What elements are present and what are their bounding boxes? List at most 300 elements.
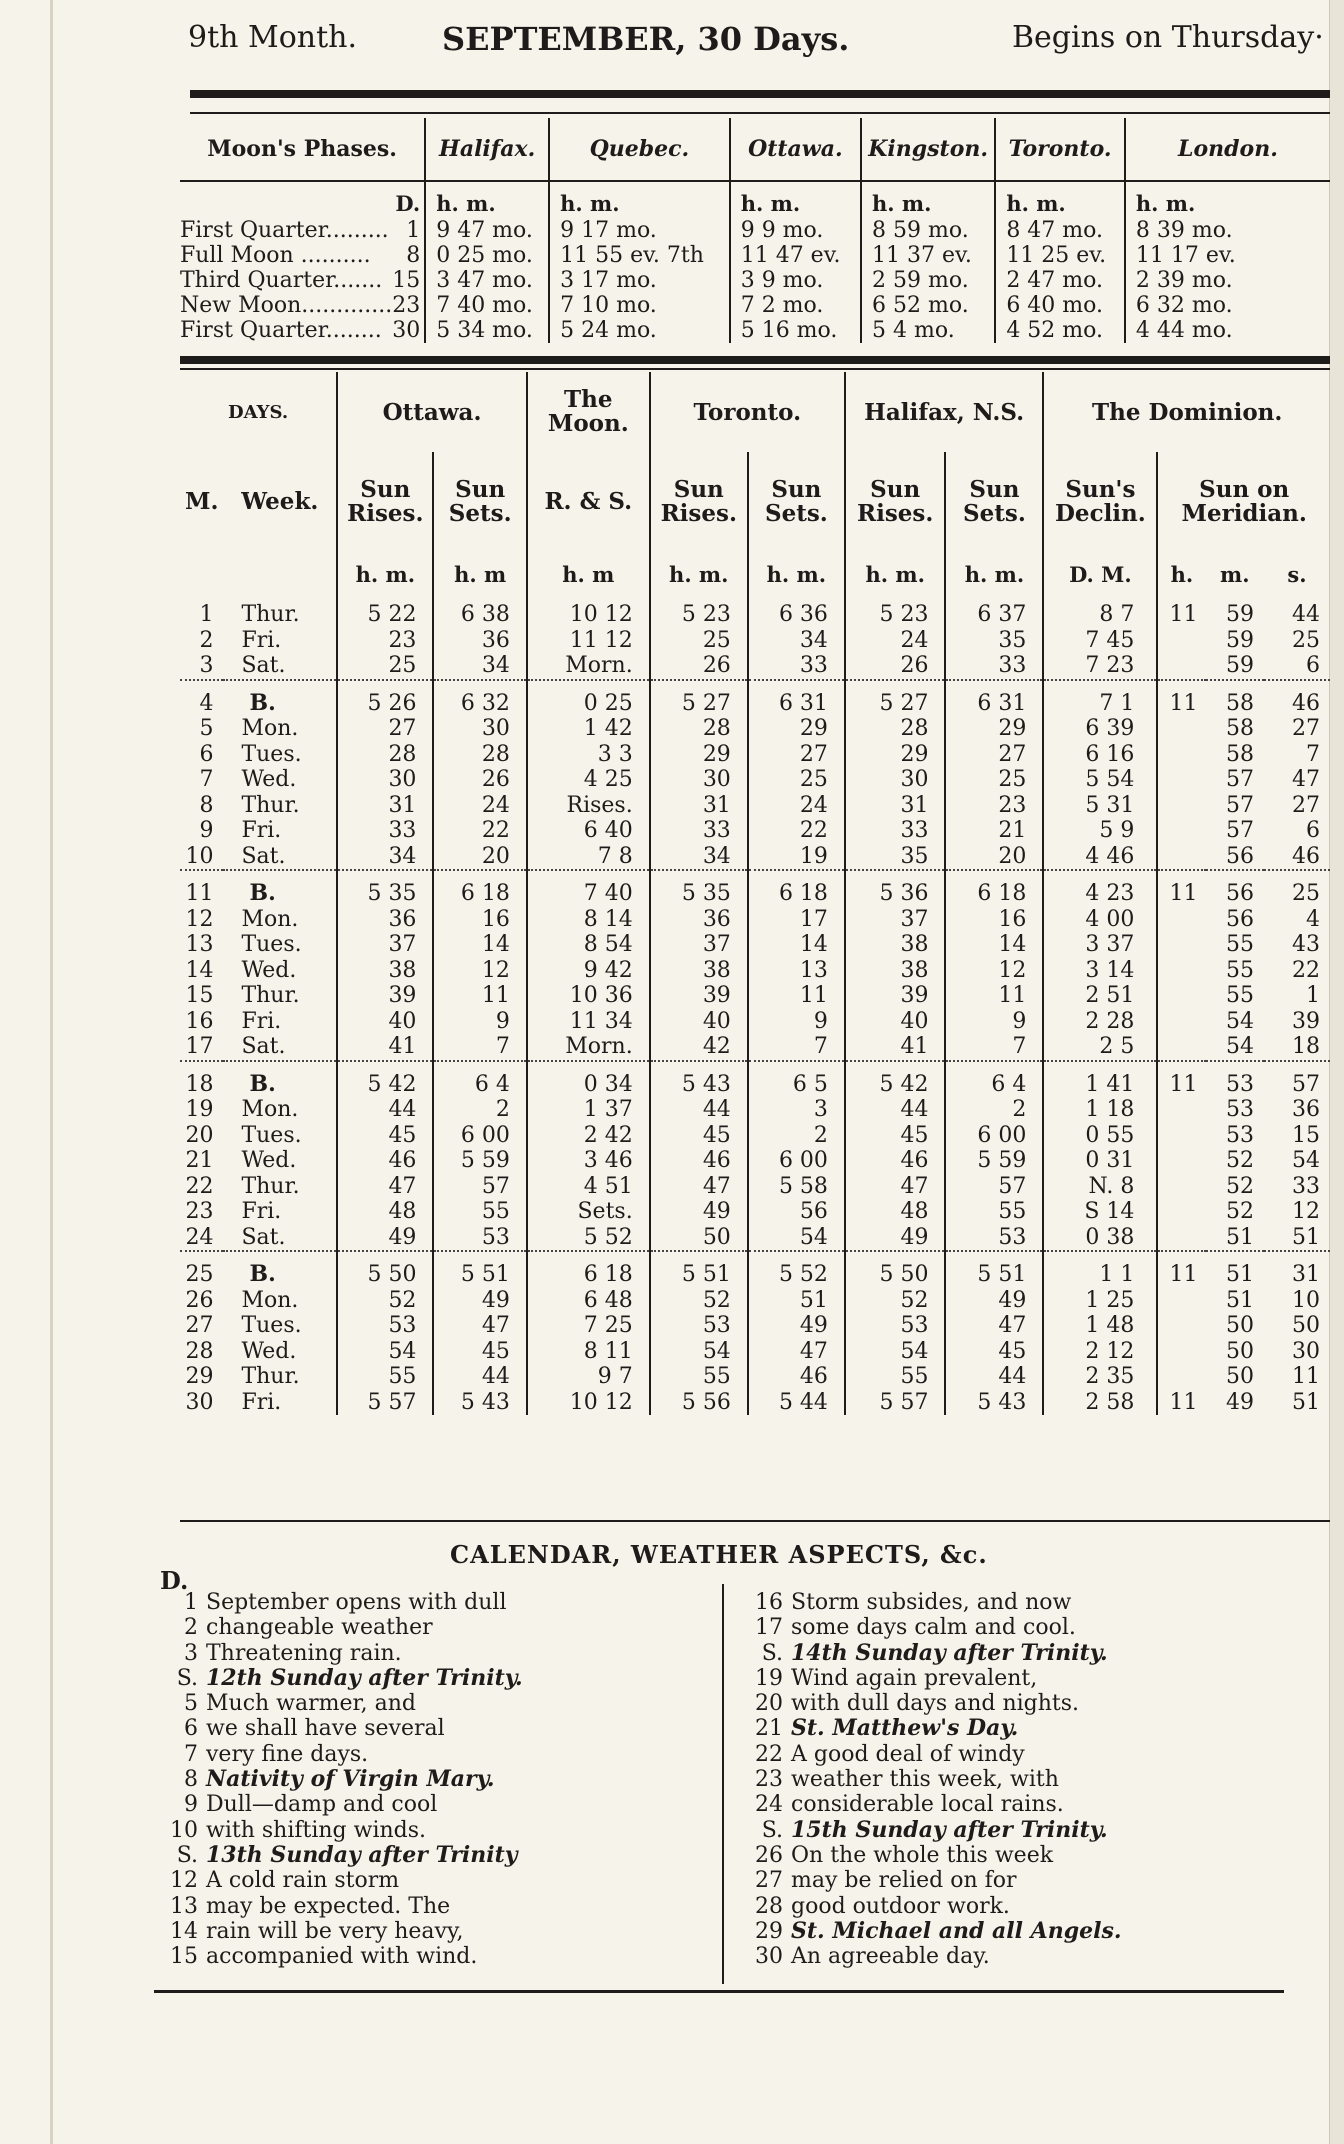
unit-label: m. xyxy=(1220,561,1250,587)
moon-row xyxy=(180,318,1330,343)
ottawa-sunrise: 5 50 xyxy=(337,1262,433,1288)
toronto-sunrise: 44 xyxy=(650,1097,748,1123)
day-row xyxy=(180,983,1330,1009)
day-row xyxy=(180,742,1330,768)
halifax-sunset: 45 xyxy=(945,1339,1043,1365)
halifax-rises-heading: Sun Rises. xyxy=(845,452,946,552)
halifax-sunset: 55 xyxy=(945,1199,1043,1225)
week-day: Fri. xyxy=(223,818,337,844)
ottawa-time: 9 9 mo. xyxy=(730,218,861,243)
ottawa-sunrise: 55 xyxy=(337,1364,433,1390)
ottawa-sunset: 6 18 xyxy=(433,881,526,907)
week-day: Wed. xyxy=(223,958,337,984)
calendar-note-text: An agreeable day. xyxy=(791,1944,990,1970)
day-rows xyxy=(180,596,1330,1415)
moon-rise-set: 8 14 xyxy=(527,907,650,933)
units-row xyxy=(180,552,1330,596)
halifax-sunrise: 38 xyxy=(845,958,946,984)
halifax-sunset: 29 xyxy=(945,716,1043,742)
dominion-group-heading: The Dominion. xyxy=(1092,398,1283,426)
ottawa-sunset: 6 38 xyxy=(433,596,526,628)
halifax-sunset: 2 xyxy=(945,1097,1043,1123)
sun-declination: 1 48 xyxy=(1043,1313,1157,1339)
calendar-note xyxy=(745,1818,1305,1843)
halifax-sunset: 6 4 xyxy=(945,1072,1043,1098)
ottawa-sunset: 20 xyxy=(433,844,526,871)
halifax-sunset: 12 xyxy=(945,958,1043,984)
calendar-note-text: with dull days and nights. xyxy=(791,1691,1080,1717)
moon-rise-set: 11 12 xyxy=(527,628,650,654)
toronto-sunset: 49 xyxy=(748,1313,845,1339)
sun-declination: 1 41 xyxy=(1043,1072,1157,1098)
day-row xyxy=(180,1288,1330,1314)
calendar-note-text: Much warmer, and xyxy=(206,1691,416,1717)
calendar-title: CALENDAR, WEATHER ASPECTS, &c. xyxy=(450,1540,988,1569)
group-header-row xyxy=(180,372,1330,452)
ottawa-sunrise: 45 xyxy=(337,1123,433,1149)
month-day: 27 xyxy=(185,1313,214,1338)
meridian-minutes: 52 xyxy=(1226,1173,1254,1199)
calendar-note-text: some days calm and cool. xyxy=(791,1615,1076,1641)
meridian-minutes: 53 xyxy=(1226,1097,1254,1122)
calendar-note-day: 28 xyxy=(755,1893,783,1919)
page-binding-edge xyxy=(50,0,53,2144)
calendar-note-day: 15 xyxy=(170,1944,198,1970)
meridian-seconds: 33 xyxy=(1292,1173,1320,1199)
sun-declination: 0 38 xyxy=(1043,1225,1157,1252)
halifax-sunset: 25 xyxy=(945,767,1043,793)
halifax-sunrise: 55 xyxy=(845,1364,946,1390)
halifax-sunrise: 47 xyxy=(845,1174,946,1200)
ottawa-sunrise: 40 xyxy=(337,1009,433,1035)
meridian-minutes: 52 xyxy=(1226,1199,1254,1224)
week-day: Tues. xyxy=(223,932,337,958)
meridian-seconds: 51 xyxy=(1292,1224,1320,1250)
halifax-sunrise: 29 xyxy=(845,742,946,768)
meridian-hours xyxy=(1157,1009,1205,1035)
calendar-note xyxy=(745,1590,1305,1615)
toronto-sunrise: 28 xyxy=(650,716,748,742)
week-day: Sat. xyxy=(223,844,337,871)
unit-label: h. m. xyxy=(748,552,845,596)
kingston-heading: Kingston. xyxy=(861,118,995,181)
quebec-heading: Quebec. xyxy=(549,118,730,181)
halifax-sunrise: 45 xyxy=(845,1123,946,1149)
unit-label: h. m. xyxy=(425,181,549,218)
calendar-note xyxy=(160,1818,705,1843)
calendar-note-day: 2 xyxy=(184,1615,198,1641)
meridian-minutes: 50 xyxy=(1226,1364,1254,1389)
meridian-seconds: 11 xyxy=(1292,1364,1320,1389)
toronto-sunset: 3 xyxy=(748,1097,845,1123)
month-day: 20 xyxy=(185,1122,214,1148)
toronto-sunrise: 45 xyxy=(650,1123,748,1149)
calendar-note-text: Storm subsides, and now xyxy=(791,1590,1072,1615)
day-row xyxy=(180,1072,1330,1098)
moon-rise-set: 6 48 xyxy=(527,1288,650,1314)
toronto-sunrise: 38 xyxy=(650,958,748,984)
month-day: 2 xyxy=(199,627,214,653)
ottawa-sunrise: 5 35 xyxy=(337,881,433,907)
calendar-note-day: 1 xyxy=(184,1590,198,1615)
month-day: 4 xyxy=(199,690,214,716)
halifax-sunset: 44 xyxy=(945,1364,1043,1390)
meridian-hours: 11 xyxy=(1169,1262,1198,1287)
phase-day: 1 xyxy=(392,218,425,243)
calendar-note-text: St. Matthew's Day. xyxy=(791,1715,1019,1742)
meridian-hours: 11 xyxy=(1169,1389,1198,1415)
meridian-hours: 11 xyxy=(1169,690,1198,716)
sun-declination: 3 14 xyxy=(1043,958,1157,984)
toronto-sunrise: 33 xyxy=(650,818,748,844)
moon-rise-set: 1 42 xyxy=(527,716,650,742)
sun-declination: 5 54 xyxy=(1043,767,1157,793)
month-day: 25 xyxy=(185,1262,214,1287)
halifax-sunset: 6 18 xyxy=(945,881,1043,907)
meridian-hours xyxy=(1157,1225,1205,1252)
sun-declination: 1 25 xyxy=(1043,1288,1157,1314)
week-day: Tues. xyxy=(223,1313,337,1339)
ottawa-time: 3 9 mo. xyxy=(730,268,861,293)
week-day: Sat. xyxy=(223,1225,337,1252)
calendar-note xyxy=(160,1868,705,1893)
meridian-hours: 11 xyxy=(1169,881,1198,906)
toronto-sunset: 6 36 xyxy=(748,596,845,628)
ottawa-sunrise: 49 xyxy=(337,1225,433,1252)
halifax-sunset: 7 xyxy=(945,1034,1043,1061)
meridian-seconds: 36 xyxy=(1292,1097,1320,1122)
toronto-time: 11 25 ev. xyxy=(995,243,1125,268)
moon-rise-set: 8 11 xyxy=(527,1339,650,1365)
moon-rise-set: 4 25 xyxy=(527,767,650,793)
moon-rise-set: Morn. xyxy=(527,653,650,680)
meridian-seconds: 46 xyxy=(1292,690,1320,716)
meridian-seconds: 22 xyxy=(1292,957,1320,983)
meridian-seconds: 25 xyxy=(1292,881,1320,906)
unit-label: h. m. xyxy=(549,181,730,218)
week-day: Wed. xyxy=(223,767,337,793)
day-row xyxy=(180,844,1330,871)
toronto-sunset: 7 xyxy=(748,1034,845,1061)
meridian-minutes: 57 xyxy=(1226,792,1254,818)
month-day-heading: M. xyxy=(185,488,219,515)
toronto-sunrise: 5 23 xyxy=(650,596,748,628)
meridian-minutes: 55 xyxy=(1226,957,1254,983)
meridian-seconds: 15 xyxy=(1292,1122,1320,1148)
meridian-hours xyxy=(1157,1097,1205,1123)
calendar-note-day: 16 xyxy=(755,1590,783,1615)
toronto-sunrise: 46 xyxy=(650,1148,748,1174)
toronto-time: 2 47 mo. xyxy=(995,268,1125,293)
ottawa-sunrise: 48 xyxy=(337,1199,433,1225)
ottawa-sets-heading: Sun Sets. xyxy=(433,452,526,552)
kingston-time: 2 59 mo. xyxy=(861,268,995,293)
calendar-note-day: S. xyxy=(176,1665,198,1691)
calendar-note xyxy=(160,1615,705,1640)
moon-rise-set: 5 52 xyxy=(527,1225,650,1252)
sun-declination: 7 1 xyxy=(1043,691,1157,717)
halifax-sunrise: 5 27 xyxy=(845,691,946,717)
toronto-sunset: 6 00 xyxy=(748,1148,845,1174)
meridian-seconds: 30 xyxy=(1292,1338,1320,1364)
meridian-minutes: 58 xyxy=(1226,690,1254,716)
halifax-sunrise: 33 xyxy=(845,818,946,844)
month-day: 19 xyxy=(185,1097,214,1122)
calendar-note xyxy=(745,1843,1305,1868)
sun-declination: S 14 xyxy=(1043,1199,1157,1225)
meridian-hours xyxy=(1157,1199,1205,1225)
ottawa-sunrise: 41 xyxy=(337,1034,433,1061)
halifax-sunset: 6 31 xyxy=(945,691,1043,717)
sun-declination: 5 31 xyxy=(1043,793,1157,819)
ottawa-sunrise: 27 xyxy=(337,716,433,742)
ottawa-sunset: 36 xyxy=(433,628,526,654)
unit-label: h. m. xyxy=(1135,190,1196,216)
phase-name: New Moon............. xyxy=(180,293,393,318)
calendar-note-text: 15th Sunday after Trinity. xyxy=(791,1816,1108,1843)
ottawa-sunset: 49 xyxy=(433,1288,526,1314)
day-row xyxy=(180,1364,1330,1390)
halifax-sunset: 6 37 xyxy=(945,596,1043,628)
ottawa-sunset: 28 xyxy=(433,742,526,768)
ottawa-time: 11 47 ev. xyxy=(730,243,861,268)
d-label: D. xyxy=(392,181,425,218)
month-day: 8 xyxy=(199,792,214,818)
ottawa-sunset: 57 xyxy=(433,1174,526,1200)
week-day: Tues. xyxy=(223,742,337,768)
ottawa-sunrise: 53 xyxy=(337,1313,433,1339)
calendar-note-text: may be relied on for xyxy=(791,1868,1017,1894)
day-row xyxy=(180,767,1330,793)
phase-name: Full Moon .......... xyxy=(180,243,371,268)
meridian-seconds: 25 xyxy=(1292,627,1320,653)
meridian-seconds: 18 xyxy=(1292,1034,1320,1059)
ottawa-sunset: 14 xyxy=(433,932,526,958)
halifax-sunset: 20 xyxy=(945,844,1043,871)
london-time: 4 44 mo. xyxy=(1135,318,1233,343)
meridian-seconds: 12 xyxy=(1292,1199,1320,1224)
toronto-sunrise: 31 xyxy=(650,793,748,819)
toronto-sunset: 19 xyxy=(748,844,845,871)
week-day: Mon. xyxy=(223,1288,337,1314)
sun-declination: 2 35 xyxy=(1043,1364,1157,1390)
day-row xyxy=(180,818,1330,844)
halifax-sunset: 14 xyxy=(945,932,1043,958)
phase-day: 15 xyxy=(392,268,425,293)
moon-rise-set: 7 40 xyxy=(527,881,650,907)
meridian-hours xyxy=(1157,932,1205,958)
calendar-note xyxy=(745,1894,1305,1919)
moon-rise-set: Rises. xyxy=(527,793,650,819)
unit-label: h. m. xyxy=(845,552,946,596)
halifax-sunset: 57 xyxy=(945,1174,1043,1200)
calendar-rule xyxy=(180,1520,1330,1522)
toronto-sunset: 14 xyxy=(748,932,845,958)
toronto-sunset: 56 xyxy=(748,1199,845,1225)
month-day: 29 xyxy=(185,1364,214,1389)
unit-label: h. m. xyxy=(945,552,1043,596)
phase-day: 8 xyxy=(392,243,425,268)
meridian-minutes: 56 xyxy=(1226,843,1254,869)
day-row xyxy=(180,1034,1330,1061)
ottawa-sunrise: 5 22 xyxy=(337,596,433,628)
week-day: Fri. xyxy=(223,1390,337,1416)
ottawa-sunset: 22 xyxy=(433,818,526,844)
toronto-sunrise: 39 xyxy=(650,983,748,1009)
day-row xyxy=(180,1174,1330,1200)
toronto-sunrise: 29 xyxy=(650,742,748,768)
sun-declination: 5 9 xyxy=(1043,818,1157,844)
halifax-sunset: 9 xyxy=(945,1009,1043,1035)
halifax-sunrise: 5 23 xyxy=(845,596,946,628)
phase-day: 23 xyxy=(392,293,425,318)
meridian-seconds: 43 xyxy=(1292,932,1320,957)
halifax-sunrise: 37 xyxy=(845,907,946,933)
day-row xyxy=(180,958,1330,984)
meridian-seconds: 46 xyxy=(1292,843,1320,869)
toronto-sunset: 24 xyxy=(748,793,845,819)
unit-label: h. xyxy=(1170,561,1194,587)
ottawa-sunrise: 5 42 xyxy=(337,1072,433,1098)
halifax-time: 0 25 mo. xyxy=(425,243,549,268)
column-header-row xyxy=(180,452,1330,552)
moon-rise-set: 10 12 xyxy=(527,596,650,628)
ottawa-sunset: 55 xyxy=(433,1199,526,1225)
week-day: Thur. xyxy=(223,983,337,1009)
calendar-note-text: may be expected. The xyxy=(206,1893,451,1919)
kingston-time: 8 59 mo. xyxy=(861,218,995,243)
calendar-note xyxy=(745,1716,1305,1741)
toronto-sunrise: 5 35 xyxy=(650,881,748,907)
month-begins: Begins on Thursday· xyxy=(1012,20,1324,55)
toronto-sunset: 34 xyxy=(748,628,845,654)
toronto-sunset: 22 xyxy=(748,818,845,844)
calendar-note-text: very fine days. xyxy=(206,1741,369,1767)
ottawa-sunrise: 52 xyxy=(337,1288,433,1314)
calendar-note xyxy=(745,1691,1305,1716)
halifax-sunrise: 53 xyxy=(845,1313,946,1339)
calendar-note-day: 20 xyxy=(755,1691,783,1717)
unit-label: h. m. xyxy=(861,181,995,218)
phase-name: First Quarter......... xyxy=(180,218,389,243)
ottawa-sunset: 5 59 xyxy=(433,1148,526,1174)
toronto-sunrise: 50 xyxy=(650,1225,748,1252)
day-row xyxy=(180,881,1330,907)
toronto-sunset: 29 xyxy=(748,716,845,742)
toronto-sunrise: 53 xyxy=(650,1313,748,1339)
london-time: 11 17 ev. xyxy=(1135,243,1236,268)
meridian-minutes: 55 xyxy=(1226,983,1254,1008)
halifax-sunset: 6 00 xyxy=(945,1123,1043,1149)
ottawa-sunset: 12 xyxy=(433,958,526,984)
toronto-time: 6 40 mo. xyxy=(995,293,1125,318)
moon-phases-heading: Moon's Phases. xyxy=(180,118,425,181)
kingston-time: 6 52 mo. xyxy=(861,293,995,318)
halifax-sunrise: 38 xyxy=(845,932,946,958)
toronto-sets-heading: Sun Sets. xyxy=(748,452,845,552)
calendar-note xyxy=(160,1944,705,1969)
calendar-note-text: A cold rain storm xyxy=(206,1868,400,1894)
calendar-note-text: weather this week, with xyxy=(791,1767,1059,1793)
ottawa-sunrise: 39 xyxy=(337,983,433,1009)
halifax-sunrise: 54 xyxy=(845,1339,946,1365)
calendar-note-text: Wind again prevalent, xyxy=(791,1665,1038,1691)
halifax-sunset: 47 xyxy=(945,1313,1043,1339)
calendar-note-day: 29 xyxy=(755,1918,783,1944)
moon-rise-set: 6 40 xyxy=(527,818,650,844)
halifax-sunset: 35 xyxy=(945,628,1043,654)
halifax-sunset: 53 xyxy=(945,1225,1043,1252)
week-day: Fri. xyxy=(223,628,337,654)
toronto-time: 4 52 mo. xyxy=(995,318,1125,343)
phase-name: First Quarter........ xyxy=(180,318,382,343)
moon-rise-set: 7 8 xyxy=(527,844,650,871)
meridian-seconds: 27 xyxy=(1292,716,1320,741)
toronto-sunset: 47 xyxy=(748,1339,845,1365)
week-day: Fri. xyxy=(223,1199,337,1225)
toronto-sunrise: 49 xyxy=(650,1199,748,1225)
toronto-sunset: 54 xyxy=(748,1225,845,1252)
ottawa-heading: Ottawa. xyxy=(730,118,861,181)
sun-declination: 2 5 xyxy=(1043,1034,1157,1061)
meridian-hours xyxy=(1157,983,1205,1009)
halifax-sunrise: 44 xyxy=(845,1097,946,1123)
unit-label: s. xyxy=(1287,561,1307,587)
week-separator xyxy=(180,1061,1330,1072)
calendar-note xyxy=(745,1868,1305,1893)
london-time: 6 32 mo. xyxy=(1135,293,1233,318)
calendar-note-text: On the whole this week xyxy=(791,1842,1054,1868)
meridian-minutes: 56 xyxy=(1226,906,1254,932)
meridian-minutes: 57 xyxy=(1226,818,1254,843)
halifax-sunrise: 40 xyxy=(845,1009,946,1035)
halifax-heading: Halifax. xyxy=(425,118,549,181)
meridian-seconds: 10 xyxy=(1292,1287,1320,1313)
halifax-sunset: 11 xyxy=(945,983,1043,1009)
day-row xyxy=(180,1097,1330,1123)
calendar-note-day: 13 xyxy=(170,1893,198,1919)
day-row xyxy=(180,653,1330,680)
unit-label: h. m xyxy=(433,552,526,596)
meridian-seconds: 27 xyxy=(1292,792,1320,818)
london-time: 2 39 mo. xyxy=(1135,268,1233,293)
moon-rise-set: 11 34 xyxy=(527,1009,650,1035)
sun-declination: 7 45 xyxy=(1043,628,1157,654)
month-day: 14 xyxy=(185,957,214,983)
week-day: Mon. xyxy=(223,1097,337,1123)
day-row xyxy=(180,1225,1330,1252)
ottawa-sunset: 7 xyxy=(433,1034,526,1061)
day-row xyxy=(180,1313,1330,1339)
meridian-hours xyxy=(1157,767,1205,793)
calendar-note-day: 10 xyxy=(170,1817,198,1843)
page-right-edge xyxy=(1329,0,1344,2144)
meridian-hours xyxy=(1157,1174,1205,1200)
day-row xyxy=(180,1339,1330,1365)
quebec-time: 3 17 mo. xyxy=(549,268,730,293)
moon-rise-set: 10 12 xyxy=(527,1390,650,1416)
ottawa-time: 5 16 mo. xyxy=(730,318,861,343)
meridian-minutes: 59 xyxy=(1226,627,1254,653)
meridian-seconds: 31 xyxy=(1292,1262,1320,1287)
calendar-note-text: with shifting winds. xyxy=(206,1817,427,1843)
halifax-time: 7 40 mo. xyxy=(425,293,549,318)
sun-declination: 8 7 xyxy=(1043,596,1157,628)
calendar-note-day: 23 xyxy=(755,1767,783,1793)
sun-declination: 2 12 xyxy=(1043,1339,1157,1365)
ottawa-rises-heading: Sun Rises. xyxy=(337,452,433,552)
ottawa-sunrise: 46 xyxy=(337,1148,433,1174)
